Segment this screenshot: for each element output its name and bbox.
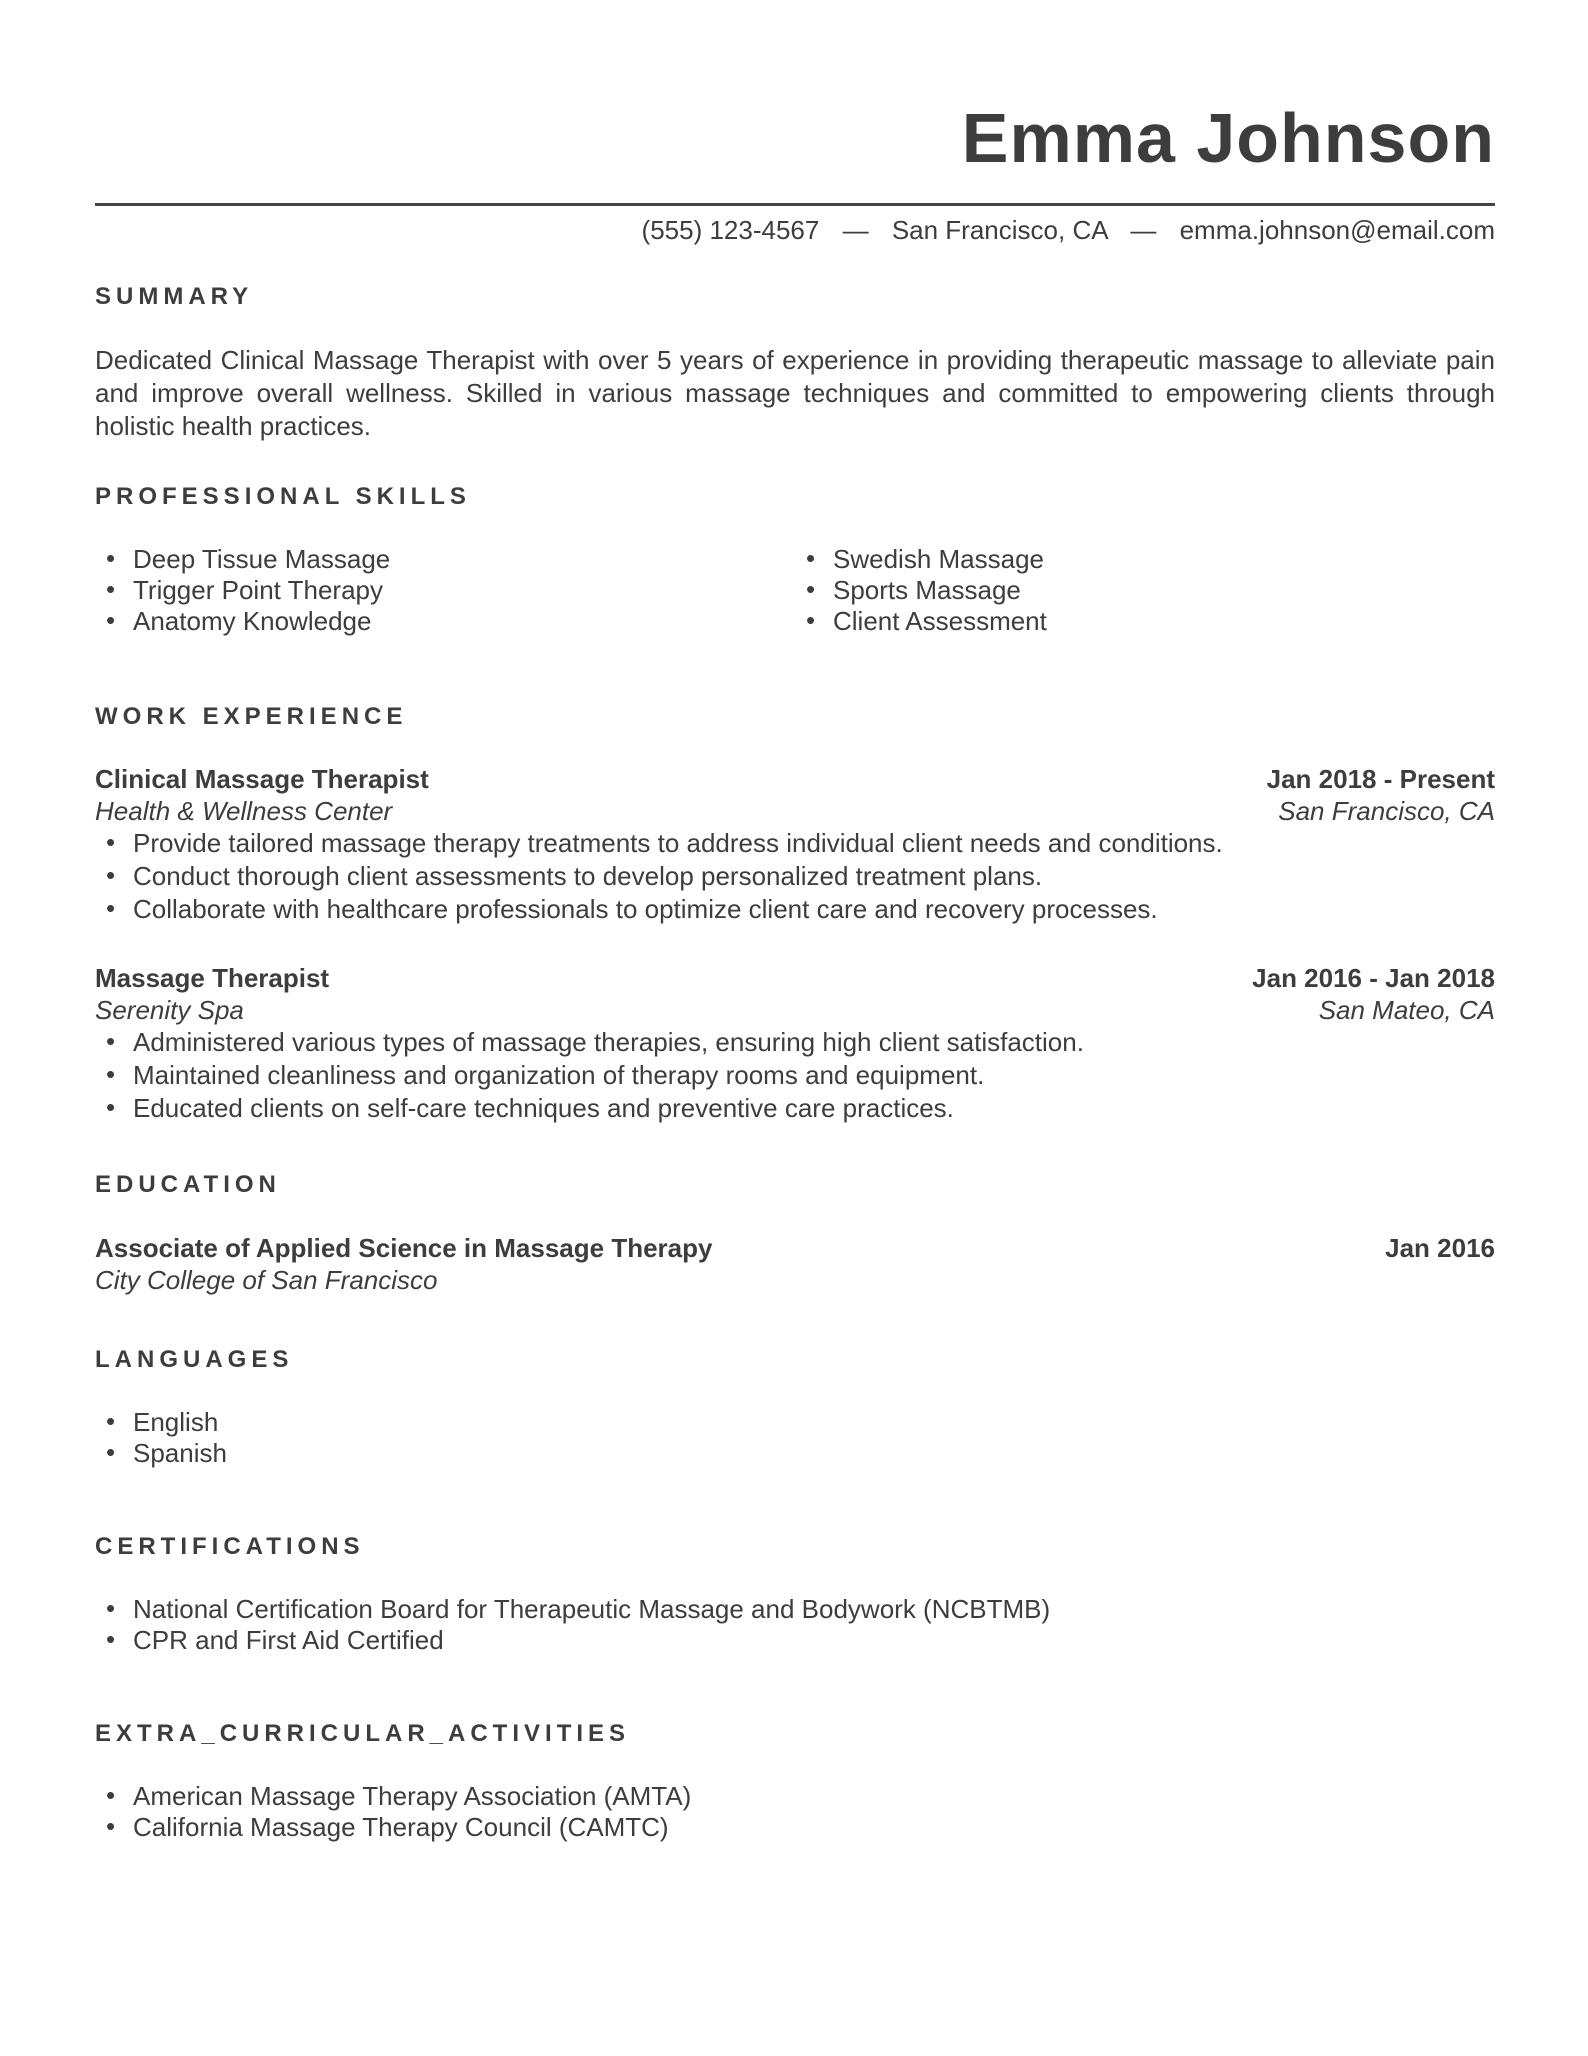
job-bullet: • Conduct thorough client assessments to develop personalized treatment plans. (133, 860, 1495, 893)
activity-item: • California Massage Therapy Council (CAMTC) (133, 1812, 1495, 1843)
languages-list (95, 1407, 1495, 1469)
summary-heading: SUMMARY (95, 283, 254, 310)
job-header-left (95, 763, 429, 827)
job-header-left (95, 962, 329, 1026)
activities-heading: EXTRA_CURRICULAR_ACTIVITIES (95, 1719, 631, 1747)
job-bullet-list (95, 1026, 1495, 1125)
job-location: San Mateo, CA (1318, 995, 1495, 1026)
skills-columns (95, 544, 1495, 637)
contact-separator: — (842, 215, 869, 245)
job-bullet-list (95, 827, 1495, 926)
certifications-heading: CERTIFICATIONS (95, 1532, 365, 1560)
job-company: Health & Wellness Center (95, 796, 393, 827)
skill-item: • Deep Tissue Massage (133, 544, 795, 575)
header-divider (95, 203, 1495, 206)
contact-location: San Francisco, CA (891, 215, 1108, 245)
activities-list (95, 1781, 1495, 1843)
skill-item: • Anatomy Knowledge (133, 606, 795, 637)
page-title: Emma Johnson (961, 99, 1495, 177)
work-heading: WORK EXPERIENCE (95, 702, 408, 730)
education-right (1385, 1232, 1495, 1264)
job-bullet: • Administered various types of massage therapies, ensuring high client satisfaction. (133, 1026, 1495, 1059)
education-school: City College of San Francisco (95, 1265, 438, 1296)
section-skills (95, 483, 1495, 637)
job-title: Clinical Massage Therapist (95, 764, 429, 795)
section-languages (95, 1346, 1495, 1469)
languages-heading: LANGUAGES (95, 1346, 294, 1374)
contact-separator: — (1130, 215, 1157, 245)
job-dates: Jan 2018 - Present (1266, 764, 1495, 795)
section-certifications (95, 1533, 1495, 1656)
contact-phone: (555) 123-4567 (641, 215, 820, 245)
section-extra-curricular-activities (95, 1720, 1495, 1843)
certification-item: • CPR and First Aid Certified (133, 1625, 1495, 1656)
certification-item: • National Certification Board for Therapeutic Massage and Bodywork (NCBTMB) (133, 1594, 1495, 1625)
job-entry (95, 763, 1495, 926)
skills-list-left (95, 544, 795, 637)
job-header (95, 763, 1495, 827)
job-location: San Francisco, CA (1278, 796, 1495, 827)
education-heading: EDUCATION (95, 1171, 281, 1199)
education-left (95, 1232, 712, 1296)
skills-heading: PROFESSIONAL SKILLS (95, 482, 471, 510)
education-degree: Associate of Applied Science in Massage Therapy (95, 1233, 713, 1264)
language-item: • English (133, 1407, 1495, 1438)
contact-email: emma.johnson@email.com (1179, 215, 1495, 245)
activity-item: • American Massage Therapy Association (AMTA) (133, 1781, 1495, 1812)
skill-item: • Swedish Massage (833, 544, 1495, 575)
job-bullet: • Educated clients on self-care techniques and preventive care practices. (133, 1092, 1495, 1125)
summary-text: Dedicated Clinical Massage Therapist with over 5 years of experience in providing therapeutic massage to alleviate pain and improve overall wellness. Skilled in various massage techniques and committed to empowering clients through holistic health practices. (95, 344, 1495, 441)
section-education (95, 1171, 1495, 1296)
job-bullet: • Provide tailored massage therapy treatments to address individual client needs and conditions. (133, 827, 1495, 860)
section-work-experience (95, 703, 1495, 1126)
job-header-right (1267, 763, 1495, 827)
section-summary (95, 283, 1495, 443)
certifications-list (95, 1594, 1495, 1656)
job-header-right (1252, 962, 1495, 1026)
job-dates: Jan 2016 - Jan 2018 (1252, 963, 1495, 994)
language-item: • Spanish (133, 1438, 1495, 1469)
skill-item: • Sports Massage (833, 575, 1495, 606)
skill-item: • Client Assessment (833, 606, 1495, 637)
job-company: Serenity Spa (95, 995, 244, 1026)
education-date: Jan 2016 (1385, 1233, 1495, 1264)
job-entry (95, 962, 1495, 1125)
skills-list-right (795, 544, 1495, 637)
job-bullet: • Maintained cleanliness and organization of therapy rooms and equipment. (133, 1059, 1495, 1092)
job-header (95, 962, 1495, 1026)
job-bullet: • Collaborate with healthcare professionals to optimize client care and recovery processes. (133, 893, 1495, 926)
education-entry (95, 1232, 1495, 1296)
job-title: Massage Therapist (95, 963, 330, 994)
contact-line (95, 214, 1495, 247)
skill-item: • Trigger Point Therapy (133, 575, 795, 606)
